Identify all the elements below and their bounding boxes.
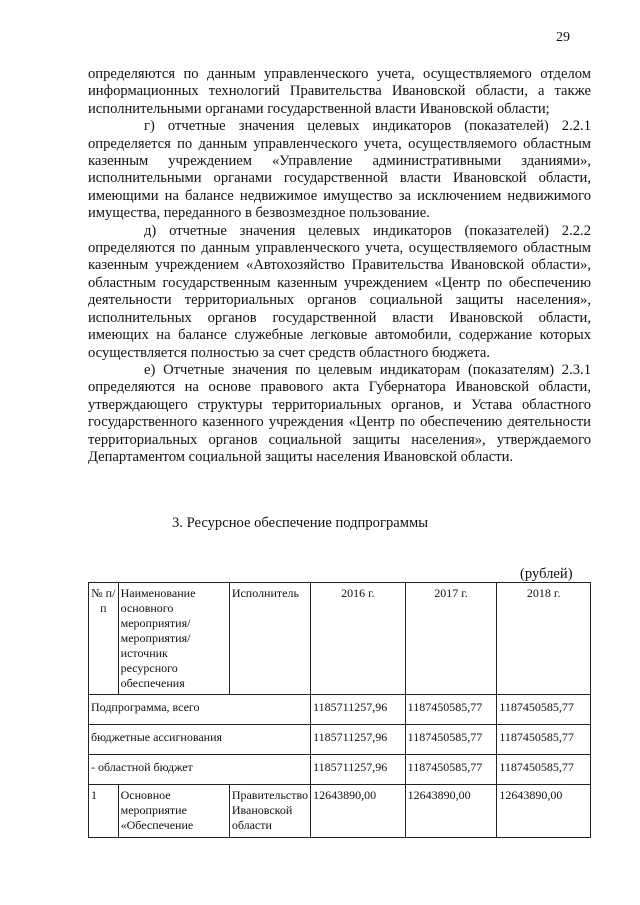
row-label: бюджетные ассигнования xyxy=(89,725,311,755)
paragraph: е) Отчетные значения по целевым индикаторам (показателям) 2.3.1 определяются на основе правового акта Губернатора Ивановской области, утверждающего структуры территориальных органов, и Устава областного государственного казенного учреждения «Центр по обеспечению деятельности территориальных органов социальной защиты населения», утверждаемого Департаментом социальной защиты населения Ивановской области. xyxy=(88,361,591,465)
header-cell: № п/п xyxy=(89,583,119,695)
table-row xyxy=(89,785,591,838)
table-row xyxy=(89,755,591,785)
cell: 12643890,00 xyxy=(311,785,406,838)
cell: 1185711257,96 xyxy=(311,755,406,785)
cell: 1187450585,77 xyxy=(405,755,497,785)
table-header-row xyxy=(89,583,591,695)
table-row xyxy=(89,695,591,725)
table-row xyxy=(89,725,591,755)
paragraph: определяются по данным управленческого учета, осуществляемого отделом информационных технологий Правительства Ивановской области, а также исполнительными органами государственной власти Ивановской области; xyxy=(88,66,591,117)
unit-label: (рублей) xyxy=(520,566,573,582)
paragraph: г) отчетные значения целевых индикаторов (показателей) 2.2.1 определяется по данным управленческого учета, осуществляемого областным казенным учреждением «Управление административными зданиями», исполнительными органами государственной власти Ивановской области, имеющими на балансе недвижимое имущество за исключением недвижимого имущества, переданного в безвозмездное пользование. xyxy=(88,118,591,222)
body-text xyxy=(88,66,591,466)
header-cell: 2017 г. xyxy=(405,583,497,695)
cell: 1187450585,77 xyxy=(405,695,497,725)
cell: 1187450585,77 xyxy=(497,725,591,755)
cell: 1185711257,96 xyxy=(311,695,406,725)
cell: 1187450585,77 xyxy=(497,695,591,725)
cell: 1185711257,96 xyxy=(311,725,406,755)
cell: Правительство Ивановской области xyxy=(229,785,310,838)
header-cell: Наименование основного мероприятия/ мероприятия/источник ресурсного обеспечения xyxy=(118,583,229,695)
header-cell: 2018 г. xyxy=(497,583,591,695)
section-heading: 3. Ресурсное обеспечение подпрограммы xyxy=(171,515,428,531)
header-cell: Исполнитель xyxy=(229,583,310,695)
page-number: 29 xyxy=(556,30,570,45)
row-label: - областной бюджет xyxy=(89,755,311,785)
cell: 12643890,00 xyxy=(497,785,591,838)
resource-table xyxy=(88,582,591,838)
cell: 12643890,00 xyxy=(405,785,497,838)
cell: 1187450585,77 xyxy=(497,755,591,785)
header-cell: 2016 г. xyxy=(311,583,406,695)
row-label: Подпрограмма, всего xyxy=(89,695,311,725)
cell: 1187450585,77 xyxy=(405,725,497,755)
paragraph: д) отчетные значения целевых индикаторов (показателей) 2.2.2 определяются по данным управленческого учета, осуществляемого областным казенным учреждением «Автохозяйство Правительства Ивановской области», областным государственным казенным учреждением «Центр по обеспечению деятельности территориальных органов социальной защиты населения», исполнительных органов государственной власти Ивановской области, имеющих на балансе служебные легковые автомобили, содержание которых осуществляется полностью за счет средств областного бюджета. xyxy=(88,222,591,361)
cell: 1 xyxy=(89,785,119,838)
cell: Основное мероприятие «Обеспечение xyxy=(118,785,229,838)
